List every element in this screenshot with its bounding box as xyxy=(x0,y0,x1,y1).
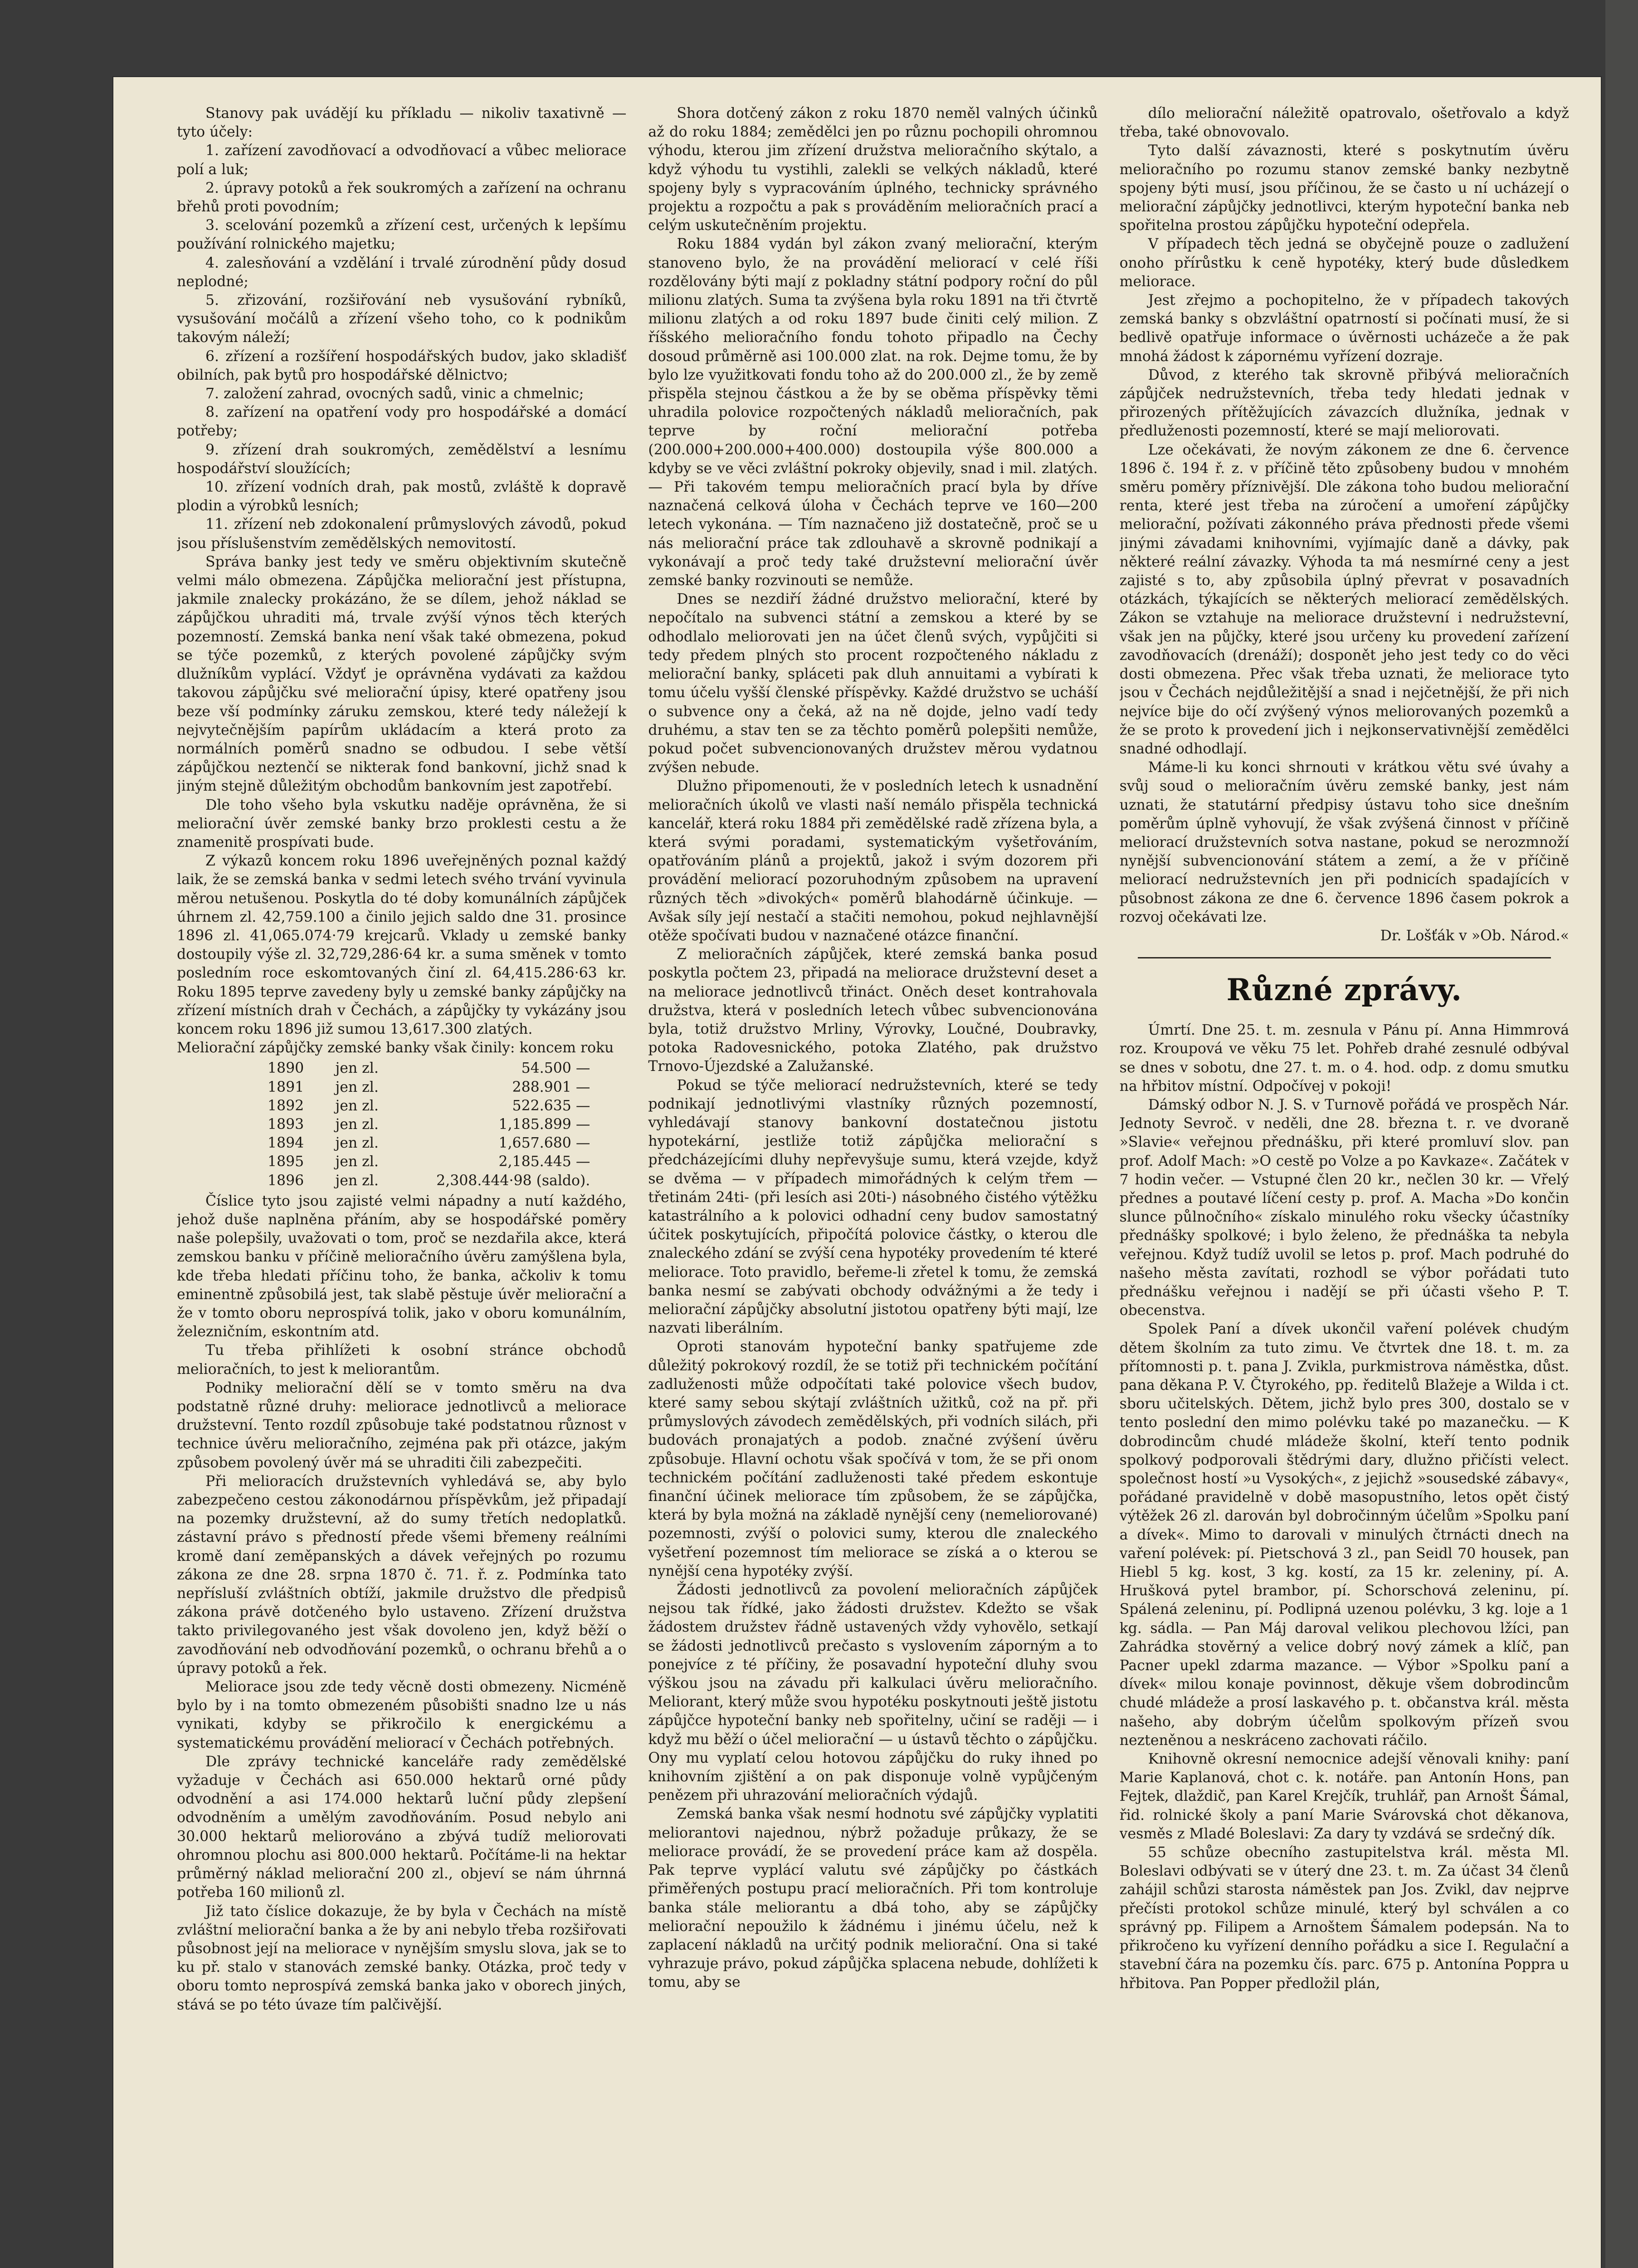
paragraph: Dámský odbor N. J. S. v Turnově pořádá ve prospěch Nár. Jednoty Sevroč. v neděli, dne 28. března t. r. ve dvoraně »Slavie« veřejnou přednášku, při které promluví slov. pan prof. Adolf Mach: »O cestě po Volze a po Kavkaze«. Začátek v 7 hodin večer. — Vstupné člen 20 kr., nečlen 30 kr. — Vřelý přednes a poutavé líčení cesty p. prof. A. Macha »Do končin slunce půlnočního« získalo minulého roku všecky účastníky přednášky spolkové; i bylo želeno, že přednáška ta nebyla veřejnou. Když tudíž uvolil se letos p. prof. Mach podruhé do našeho města zavítati, rozhodl se výbor pořádati tuto přednášku veřejnou i nadějí se při účasti všeho P. T. obecenstva. xyxy=(1119,1096,1569,1319)
section-rule xyxy=(1138,957,1551,958)
paragraph: Z výkazů koncem roku 1896 uveřejněných poznal každý laik, že se zemská banka v sedmi letech svého trvání vyvinula měrou netušenou. Poskytla do té doby komunálních zápůjček úhrnem zl. 42,759.100 a činilo jejich saldo dne 31. prosince 1896 zl. 41,065.074·79 krejcarů. Vklady u zemské banky dostoupily výše zl. 32,729,286·64 kr. a suma směnek v tomto posledním roce eskomtovaných činí zl. 64,415.286·63 kr. Roku 1895 teprve zavedeny byly u zemské banky zápůjčky na zřízení místních drah v Čechách, a zápůjčky ty vykázány jsou koncem roku 1896 již sumou 13,617.300 zlatých. xyxy=(177,853,627,1037)
paragraph: Dle zprávy technické kanceláře rady zemědělské vyžaduje v Čechách asi 650.000 hektarů orné půdy odvodnění a asi 174.000 hektarů luční půdy zlepšení odvodněním a umělým zavodňováním. Posud nebylo ani 30.000 hektarů meliorováno a zbývá tudíž meliorovati ohromnou plochu asi 800.000 hektarů. Počítáme-li na hektar průměrný náklad meliorační 200 zl., objeví se nám úhrnná potřeba 160 milionů zl. xyxy=(177,1753,627,1901)
loans-table xyxy=(177,1059,626,1190)
column-2-paragraphs xyxy=(648,104,1097,1992)
paragraph: Tu třeba přihlížeti k osobní stránce obchodů melioračních, to jest k meliorantům. xyxy=(177,1342,627,1378)
paragraph: Spolek Paní a dívek ukončil vaření polévek chudým dětem školním za tuto zimu. Ve čtvrtek dne 18. t. m. za přítomnosti p. t. pana J. Zvikla, purkmistrova náměstka, důst. pana děkana P. V. Čtyrokého, pp. ředitelů Blažeje a Wilda i ct. sboru učitelských. Dětem, jichž bylo pres 300, dostalo se v tento poslední den mimo polévku také po mazanečku. — K dobrodincům chudé mládeže školní, kteří tento podnik spolkový podporovali štědrými dary, dlužno přičísti velect. společnost hostí »u Vysokých«, z jejichž »sousedské zábavy«, pořádané pravidelně v době masopustního, letos opět čistý výtěžek 26 zl. darován byl dobročinným účelům »Spolku paní a dívek«. Mimo to darovali v minulých čtrnácti dnech na vaření polévek: pí. Pietschová 3 zl., pan Seidl 70 housek, pan Hiebl 5 kg. kost, 3 kg. kostí, za 15 kr. zeleniny, pí. A. Hrušková pytel brambor, pí. Schorschová zeleninu, pí. Spálená zeleninu, pí. Podlipná uzenou polévku, 3 kg. loje a 1 kg. sádla. — Pan Máj daroval velikou plechovou lžíci, pan Zahrádka stověrný a velice dobrý nový zámek a klíč, pan Pacner upekl zdarma mazance. — Výbor »Spolku paní a dívek« milou konaje povinnost, děkuje všem dobrodincům chudé mládeže a prosí laskavého p. t. občanstva král. města našeho, aby dobrým účelům spolkovým přízeň svou nezteněnou a neskráceno zachovati ráčilo. xyxy=(1119,1321,1569,1749)
table-cell-amount: 54.500 — xyxy=(521,1060,590,1077)
paragraph: dílo meliorační náležitě opatrovalo, ošetřovalo a když třeba, také obnovovalo. xyxy=(1119,105,1569,141)
column-2 xyxy=(648,104,1097,2268)
paragraph: Důvod, z kterého tak skrovně přibývá melioračních zápůjček nedružstevních, třeba tedy hledati jednak v přirozených přítěžujících závazcích dlužníka, jednak v předluženosti pozemností, které se mají meliorovati. xyxy=(1119,367,1569,440)
paragraph: 4. zalesňování a vzdělání i trvalé zúrodnění půdy dosud neplodné; xyxy=(177,254,627,290)
table-cell-amount: 1,185.899 — xyxy=(498,1116,590,1133)
table-cell-label: jen zl. xyxy=(335,1060,379,1077)
table-row xyxy=(177,1059,626,1078)
scan-edge xyxy=(1605,0,1638,2268)
paragraph: Dnes se nezdiří žádné družstvo meliorační, které by nepočítalo na subvenci státní a zemskou a které by se odhodlalo meliorovati jen na účet členů svých, vypůjčiti si tedy předem plných sto procent rozpočteného nákladu z meliorační banky, spláceti pak dluh annuitami a vybírati k tomu účelu vyšší členské příspěvky. Každé družstvo se ucháší o subvence ony a čeká, až na ně dojde, jelno vadí tedy druhému, a stav ten se za těchto poměrů polepšiti nemůže, pokud počet subvencionovaných družstev měrou vydatnou zvýšen nebude. xyxy=(648,591,1098,776)
paragraph: V případech těch jedná se obyčejně pouze o zadlužení onoho přírůstku k ceně hypotéky, který bude důsledkem meliorace. xyxy=(1119,236,1569,290)
paragraph: Knihovně okresní nemocnice adejší věnovali knihy: paní Marie Kaplanová, chot c. k. notáře. pan Antonín Hons, pan Fejtek, dlaždič, pan Karel Krejčík, truhlář, pan Arnošt Šámal, řid. rolnické školy a paní Marie Svárovská chot děkanova, vesměs z Mladé Boleslavi: Za dary ty vzdává se srdečný dík. xyxy=(1119,1751,1569,1842)
table-cell-label: jen zl. xyxy=(335,1097,379,1114)
table-cell-amount: 288.901 — xyxy=(512,1079,590,1095)
table-cell-amount: 1,657.680 — xyxy=(498,1135,590,1152)
table-cell-year: 1896 xyxy=(268,1172,304,1189)
columns xyxy=(177,104,1569,2268)
paragraph: Lze očekávati, že novým zákonem ze dne 6. července 1896 č. 194 ř. z. v příčině těto způsobeny budou v mnohém směru poměry příznivější. Dle zákona toho budou meliorační renta, které jest třeba na zúročení a umoření zápůjčky meliorační, požívati zákonného práva přednosti přede všemi jinými závadami knihovními, vyjímajíc daně a dávky, pak některé reální závazky. Výhoda ta má nesmírné ceny a jest zajisté s to, aby způsobila úplný převrat v posavadních otázkách, týkajících se některých meliorací zemědělských. Zákon se vztahuje na meliorace družstevní i nedružstevní, však jen na půjčky, které jsou určeny ku provedení zařízení zavodňovacích (drenáží); dosponět jeho jest tedy co do věci dosti obmezena. Přec však třeba uznati, že meliorace tyto jsou v Čechách nejdůležitější a snad i nejčetnější, že při nich nejvíce bije do očí zvýšený výnos meliorovaných pozemků a že se proto k provedení jich i nejkonservativnější zemědělci snadné odhodlají. xyxy=(1119,441,1569,757)
paragraph: 7. založení zahrad, ovocných sadů, vinic a chmelnic; xyxy=(205,386,584,402)
paragraph: Již tato číslice dokazuje, že by byla v Čechách na místě zvláštní meliorační banka a že by ani nebylo třeba rozšiřovati působnost její na meliorace v nynějším smyslu slova, jak se to ku př. stalo v stanovách zemské banky. Otázka, proč tedy v oboru tomto neprospívá zemská banka jako v oborech jiných, stává se po této úvaze tím palčivější. xyxy=(177,1903,627,2013)
table-cell-amount: 2,185.445 — xyxy=(498,1154,590,1170)
paragraph: 2. úpravy potoků a řek soukromých a zařízení na ochranu břehů proti povodním; xyxy=(177,180,627,215)
paragraph: 1. zařízení zavodňovací a odvodňovací a vůbec meliorace polí a luk; xyxy=(177,142,627,178)
news-items xyxy=(1120,1021,1569,1993)
paragraph: 55 schůze obecního zastupitelstva král. města Ml. Boleslavi odbývati se v úterý dne 23. t. m. Za účast 34 členů zahájil schůzi starosta náměstek pan Jos. Zvikl, dav nejprve přečísti protokol schůze minulé, který byl schválen a co správný pp. Filipem a Arnoštem Šámalem podepsán. Na to přikročeno ku vyřízení denního pořádku a sice I. Regulační a stavební čára na pozemku čís. parc. 675 p. Antonína Poppra u hřbitova. Pan Popper předložil plán, xyxy=(1119,1844,1569,1992)
table-row xyxy=(177,1115,626,1134)
table-cell-label: jen zl. xyxy=(335,1079,379,1095)
table-cell-year: 1891 xyxy=(268,1079,304,1095)
paragraph: Podniky meliorační dělí se v tomto směru na dva podstatně různé druhy: meliorace jednotlivců a meliorace družstevní. Tento rozdíl způsobuje také podstatnou různost v technice úvěru melioračního, zejména pak při otázce, jakým způsobem povolený úvěr má se uhraditi čili zabezpečiti. xyxy=(177,1379,627,1471)
table-cell-year: 1894 xyxy=(268,1135,304,1152)
table-cell-label: jen zl. xyxy=(335,1172,379,1189)
paragraph: Roku 1884 vydán byl zákon zvaný meliorační, kterým stanoveno bylo, že na provádění meliorací v celé říši rozdělovány býti mají z pokladny státní podpory roční do půl milionu zlatých. Suma ta zvýšena byla roku 1891 na tři čtvrtě milionu zlatých a od roku 1897 bude činiti celý milion. Z říšského melioračního fondu tohoto připadlo na Čechy dosoud průměrně asi 100.000 zlat. na rok. Dejme tomu, že by bylo lze využitkovati fondu toho až do 200.000 zl., že by země přispěla stejnou částkou a že by se oběma příspěvky těmi uhradila polovice rozpočtených nákladů melioračních, pak teprve by roční meliorační potřeba (200.000+200.000+400.000) dostoupila výše 800.000 a kdyby se ve věci zvláštní pokroky objevily, snad i mil. zlatých. — Při takovém tempu melioračních prací byla by dříve naznačená celková úloha v Čechách teprve ve 160—200 letech vykonána. — Tím naznačeno již dostatečně, proč se u nás meliorační práce tak zdlouhavě a skrovně podnikají a vykonávají a proč tedy také družstevní meliorační úvěr zemské banky rozvinouti se nemůže. xyxy=(648,236,1098,589)
table-row xyxy=(177,1134,626,1153)
paragraph: 11. zřízení neb zdokonalení průmyslových závodů, pokud jsou příslušenstvím zemědělských nemovitostí. xyxy=(177,516,627,552)
column-3 xyxy=(1120,104,1569,2268)
section-title: Různé zprávy. xyxy=(1226,972,1462,1008)
paragraph: Stanovy pak uvádějí ku příkladu — nikoliv taxativně — tyto účely: xyxy=(177,105,627,141)
paragraph: Správa banky jest tedy ve směru objektivním skutečně velmi málo obmezena. Zápůjčka meliorační jest přístupna, jakmile znalecky prokázáno, že se dílem, jehož náklad se zápůjčkou uhraditi má, trvale zvýší výnos těch kterých pozemností. Zemská banka není však také obmezena, pokud se týče pozemků, z kterých povolené zápůjčky svým dlužníkům vyplácí. Vždyť je oprávněna vydávati za každou takovou zápůjčku své meliorační úpisy, které opatřeny jsou beze vší podmínky záruku zemskou, které tedy náležejí k nejvytečnějším papírům ukládacím a která proto za normálních poměrů snadno se odbudou. I sebe větší zápůjčkou neztenčí se nikterak fond bankovní, jichž snad k jiným stejně důležitým obchodům bankovním jest zapotřebí. xyxy=(177,553,627,795)
table-cell-label: jen zl. xyxy=(335,1116,379,1133)
paragraph: Z melioračních zápůjček, které zemská banka posud poskytla počtem 23, připadá na meliorace družstevní deset a na meliorace jednotlivců třináct. Oněch deset kontrahovala družstva, která v posledních letech vůbec subvencionována byla, totiž družstvo Mrliny, Výrovky, Loučné, Doubravky, potoka Radovesnického, potoka Zlatého, pak družstvo Trnovo-Újezdské a Zalužanské. xyxy=(648,946,1098,1075)
table-row xyxy=(177,1153,626,1171)
table-row xyxy=(177,1097,626,1115)
paragraph: Dlužno připomenouti, že v posledních letech k usnadnění melioračních úkolů ve vlasti naší nemálo přispěla technická kancelář, která roku 1884 při zemědělské radě zřízena byla, a která svými poradami, systematickým vyšetřováním, opatřováním plánů a projektů, jakož i svým dozorem při provádění meliorací pozoruhodným způsobem na upravení různých těch »divokých« poměrů blahodárně účinkuje. — Avšak síly její nestačí a stačiti nemohou, pokud nejhlavnější otěže spočívati budou v naznačené otázce finanční. xyxy=(648,778,1098,944)
table-cell-label: jen zl. xyxy=(335,1154,379,1170)
column-1 xyxy=(177,104,626,2268)
paragraph: Oproti stanovám hypoteční banky spatřujeme zde důležitý pokrokový rozdíl, že se totiž při technickém počítání zadluženosti může odpočítati také polovice všech budov, které samy sebou skýtají zvláštních užitků, což na př. při průmyslových závodech zemědělských, při vodních silách, při budovách pronajatých a podob. značné zvýšení úvěru způsobuje. Hlavní ochotu však spočívá v tom, že se při onom technickém počítání zadluženosti také předem eskontuje finanční účinek meliorace tím způsobem, že se zápůjčka, která by byla možná na základě nynější ceny (nemeliorované) pozemnosti, zvýší o polovici sumy, kterou dle znaleckého vyšetření pozemnost tím meliorace se získá a o kterou se nynější cena hypotéky zvýší. xyxy=(648,1339,1098,1579)
column-1-paragraphs-after xyxy=(177,1192,626,2014)
table-cell-year: 1890 xyxy=(268,1060,304,1077)
table-cell-amount: 2,308.444·98 (saldo). xyxy=(436,1172,590,1189)
table-cell-year: 1893 xyxy=(268,1116,304,1133)
paragraph: 3. scelování pozemků a zřízení cest, určených k lepšímu používání rolnického majetku; xyxy=(177,217,627,253)
table-cell-year: 1892 xyxy=(268,1097,304,1114)
paragraph: 8. zařízení na opatření vody pro hospodářské a domácí potřeby; xyxy=(177,404,627,440)
paragraph: 10. zřízení vodních drah, pak mostů, zvláště k dopravě plodin a výrobků lesních; xyxy=(177,479,627,514)
paragraph: Žádosti jednotlivců za povolení melioračních zápůjček nejsou tak řídké, jako žádosti družstev. Kdežto se však žádostem družstev řádně ustavených vždy vyhovělo, setkají se žádosti jednotlivců prečasto s vyslovením záporným a to ponejvíce z té příčiny, že posavadní hypoteční dluhy svou výškou jsou na závadu při kalkulaci úvěru melioračního. Meliorant, který může svou hypotéku poskytnouti ještě jistotu zápůjčce hypoteční banky neb spořitelny, učiní se raději — i když mu běží o účel meliorační — u ústavů těchto o zápůjčku. Ony mu vyplatí celou hotovou zápůjčku do ruky ihned po knihovním zjištění a on pak disponuje volně vypůjčeným penězem při uhrazování melioračních výdajů. xyxy=(648,1582,1098,1804)
paragraph: Pokud se týče meliorací nedružstevních, které se tedy podnikají jednotlivými vlastníky různých pozemností, vyhledávají stanovy bankovní dostatečnou jistotu hypotekární, jestliže totiž zápůjčka meliorační s předcházejícími dluhy nepřevyšuje sumu, která vzejde, když se dvěma — v případech mimořádných k celým třem — třetinám 24ti- (při lesích asi 20ti-) násobného čistého výtěžku katastrálního a k polovici odhadní ceny budov samostatný účitek poskytujících, připočítá polovice částky, o kterou dle znaleckého zdání se zvýší cena hypotéky provedením té které meliorace. Toto pravidlo, beřeme-li zřetel k tomu, že zemská banka nesmí se zabývati obchody odvážnými a že tedy i meliorační zápůjčky absolutní jistotou opatřeny býti mají, lze nazvati liberálním. xyxy=(648,1077,1098,1337)
table-cell-label: jen zl. xyxy=(335,1135,379,1152)
paragraph: Při melioracích družstevních vyhledává se, aby bylo zabezpečeno cestou zákonodárnou příspěvkům, jež připadají na pozemky družstevní, až do sumy třetích nedoplatků. zástavní právo s předností přede všemi břemeny reálními kromě daní zeměpanských a dávek veřejných po rozumu zákona ze dne 28. srpna 1870 č. 71. ř. z. Podmínka tato nepřísluší zvláštních obtíží, jakmile družstvo dle předpisů zákona právě dotčeného bylo ustaveno. Zřízení družstva takto privilegovaného jest však dovoleno jen, když běží o zavodňování neb odvodňování pozemků, o ochranu břehů a o úpravy potoků a řek. xyxy=(177,1473,627,1677)
paragraph: 6. zřízení a rozšíření hospodářských budov, jako skladišť obilních, pak bytů pro hospodářské dělnictvo; xyxy=(177,348,627,383)
table-cell-amount: 522.635 — xyxy=(512,1097,590,1114)
table-row xyxy=(177,1172,626,1190)
paragraph: Jest zřejmo a pochopitelno, že v případech takových zemská banky s obzvláštní opatrností si počínati musí, že si bedlivě opatřuje informace o úvěrnosti ucházeče a že pak mnohá žádost k zápornému vyřízení dozraje. xyxy=(1119,292,1569,365)
paragraph: 9. zřízení drah soukromých, zemědělství a lesnímu hospodářství sloužících; xyxy=(177,441,627,477)
paragraph: Máme-li ku konci shrnouti v krátkou větu své úvahy a svůj soud o melioračním úvěru zemské banky, jest nám uznati, že statutární předpisy ústavu toho sice dnešním poměrům úplně vyhovují, že však zvýšená činnost v příčině meliorací družstevních sotva nastane, pokud se nerozmnoží nynější subvencionování státem a zemí, a že v příčině meliorací nedružstevních jen při podnicích spadajících v působnost zákona ze dne 6. července 1896 časem pokrok a rozvoj očekávati lze. xyxy=(1119,759,1569,925)
table-intro: Meliorační zápůjčky zemské banky však činily: koncem roku xyxy=(177,1040,614,1056)
newspaper-page xyxy=(113,77,1601,2268)
paragraph: Zemská banka však nesmí hodnotu své zápůjčky vyplatiti meliorantovi najednou, nýbrž požaduje průkazy, že se meliorace provádí, že se provedení práce kam až dospěla. Pak teprve vyplácí valutu své zápůjčky po částkách přiměřených postupu prací melioračních. Při tom kontroluje banka stále meliorantu a dbá toho, aby se zápůjčky meliorační nepoužilo k žádnému i jinému účelu, než k zaplacení nákladů na určitý podnik meliorační. Ona si také vyhrazuje právo, pokud zápůjčka splacena nebude, dohlížeti k tomu, aby se xyxy=(648,1806,1098,1991)
paragraph: Číslice tyto jsou zajisté velmi nápadny a nutí každého, jehož duše naplněna přáním, aby se hospodářské poměry naše polepšily, uvažovati o tom, proč se nezdařila akce, která zemskou banku v příčině melioračního úvěru zamýšlena byla, kde třeba hledati příčinu toho, že banka, ačkoliv k tomu eminentně způsobilá jest, tak slabě pěstuje úvěr meliorační a že v tomto oboru neprospívá tolik, jako v oboru komunálním, železničním, eskontním atd. xyxy=(177,1193,627,1340)
paragraph: Úmrtí. Dne 25. t. m. zesnula v Pánu pí. Anna Himmrová roz. Kroupová ve věku 75 let. Pohřeb drahé zesnulé odbýval se dnes v sobotu, dne 27. t. m. o 4. hod. odp. z domu smutku na hřbitov místní. Odpočívej v pokoji! xyxy=(1119,1022,1569,1095)
article-signature: Dr. Lošťák v »Ob. Národ.« xyxy=(1380,927,1569,944)
paragraph: Dle toho všeho byla vskutku naděje oprávněna, že si meliorační úvěr zemské banky brzo proklesti cestu a že znamenitě prospívati bude. xyxy=(177,797,627,850)
column-1-paragraphs xyxy=(177,104,626,1039)
paragraph: Tyto další závaznosti, které s poskytnutím úvěru melioračního po rozumu stanov zemské banky nezbytně spojeny býti musí, jsou příčinou, že se často u ní ucházejí o meliorační zápůjčky jednotlivci, kterým hypoteční banka neb spořitelna prostou zápůjčku hypoteční odepřela. xyxy=(1119,142,1569,234)
column-3-paragraphs xyxy=(1120,104,1569,927)
table-cell-year: 1895 xyxy=(268,1154,304,1170)
paragraph: Meliorace jsou zde tedy věcně dosti obmezeny. Nicméně bylo by i na tomto obmezeném působišti snadno lze u nás vynikati, kdyby se přikročilo k energickému a systematickému provádění meliorací v Čechách potřebných. xyxy=(177,1679,627,1751)
paragraph: 5. zřizování, rozšiřování neb vysušování rybníků, vysušování močálů a zřízení všeho toho, co k podnikům takovým náleží; xyxy=(177,292,627,346)
table-row xyxy=(177,1078,626,1097)
paragraph: Shora dotčený zákon z roku 1870 neměl valných účinků až do roku 1884; zemědělci jen po různu pochopili ohromnou výhodu, kterou jim zřízení družstva melioračního skýtalo, a když výhodu tu vystihli, zalekli se velkých nákladů, které spojeny byly s vypracováním úplného, technicky správného projektu a rozpočtu a pak s prováděním melioračních prací a celým uskutečněním projektu. xyxy=(648,105,1098,234)
